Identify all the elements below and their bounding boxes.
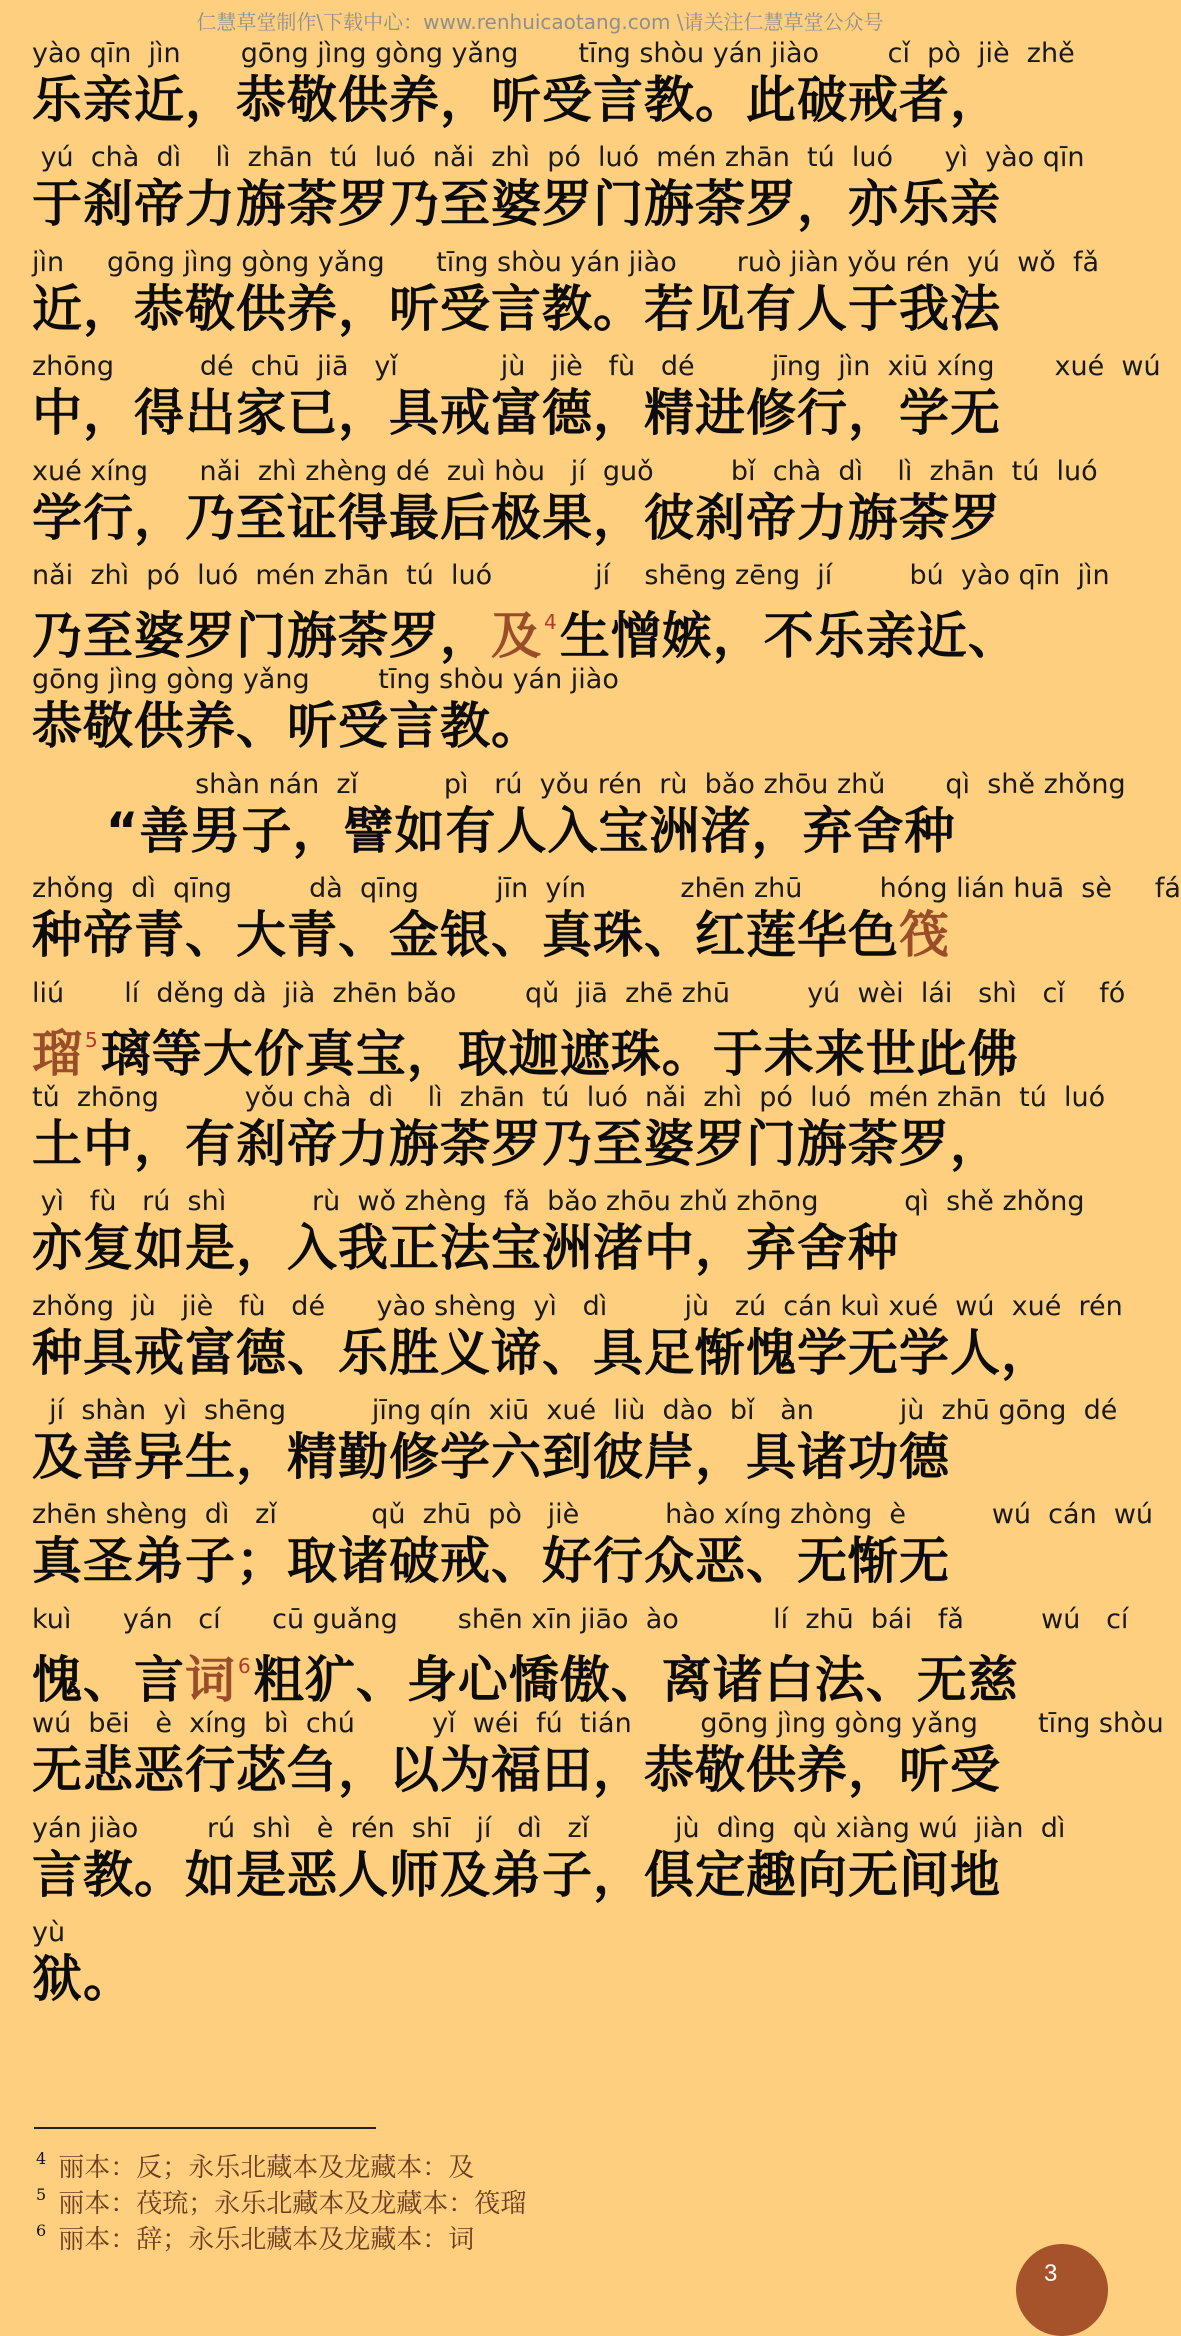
hanzi: 种帝青、大青、金银、真珠、红莲华色筏 [32,906,950,965]
text-line [32,1081,1106,1186]
hanzi: 无悲恶行苾刍，以为福田，恭敬供养，听受 [32,1741,1001,1800]
pinyin: tǔ zhōng yǒu chà dì lì zhān tú luó nǎi zhì pó luó mén zhān tú luó [32,1081,1106,1113]
pinyin: zhǒng jù jiè fù dé yào shèng yì dì jù zú cán kuì xué wú xué rén [32,1290,1123,1322]
hanzi: 土中，有刹帝力旃荼罗乃至婆罗门旃荼罗， [32,1114,1001,1173]
text-line [32,1603,1129,1709]
pinyin: nǎi zhì pó luó mén zhān tú luó jí shēng zēng jí bú yào qīn jìn [32,559,1110,591]
text-line [32,873,1181,977]
footnote-number: 4 [36,2149,47,2168]
hanzi: 狱。 [32,1950,134,2009]
footnote: $^5$ 丽本：茷琉；永乐北藏本及龙藏本：筏瑠 [36,2185,527,2219]
hanzi: 乐亲近，恭敬供养，听受言教。此破戒者， [32,71,1001,129]
text-line [32,351,1161,455]
text-line [32,142,1085,246]
pinyin: shàn nán zǐ pì rú yǒu rén rù bǎo zhōu zhǔ qì shě zhǒng [32,768,1126,800]
pinyin: yù [32,1917,66,1949]
page-header: 仁慧草堂制作\下载中心：www.renhuicaotang.com \请关注仁慧草堂公众号 [196,10,884,34]
hanzi: 于刹帝力旃荼罗乃至婆罗门旃荼罗，亦乐亲 [32,175,1001,234]
pinyin: yán jiào rú shì è rén shī jí dì zǐ jù dìng qù xiàng wú jiàn dì [32,1812,1066,1844]
scripture-text [32,38,1181,2021]
footnote-divider [34,2127,376,2129]
hanzi: 及善异生，精勤修学六到彼岸，具诸功德 [32,1428,950,1487]
variant-character: 瑠 [32,1024,83,1083]
footnotes [36,2141,527,2255]
footnote-ref: 5 [85,1027,99,1052]
text-line [32,664,1062,768]
text-line [32,1499,1154,1603]
pinyin: zhǒng dì qīng dà qīng jīn yín zhēn zhū hóng lián huā sè fá [32,873,1181,905]
text-line [32,246,1100,351]
page-number: 3 [1044,2260,1058,2287]
hanzi: 言教。如是恶人师及弟子，俱定趣向无间地 [32,1845,1001,1904]
pinyin: yú chà dì lì zhān tú luó nǎi zhì pó luó mén zhān tú luó yì yào qīn [32,142,1085,174]
pinyin: xué xíng nǎi zhì zhèng dé zuì hòu jí guǒ bǐ chà dì lì zhān tú luó [32,455,1098,487]
hanzi: 乃至婆罗门旃荼罗，及 $^4$生憎嫉，不乐亲近、 [32,606,1019,665]
pinyin: gōng jìng gòng yǎng tīng shòu yán jiào [32,664,619,696]
text-line [32,1395,1118,1499]
hanzi: 学行，乃至证得最后极果，彼刹帝力旃荼罗 [32,488,1001,547]
hanzi: 种具戒富德、乐胜义谛、具足惭愧学无学人， [32,1323,1052,1382]
text-line [32,977,1126,1083]
variant-character: 筏 [899,906,950,965]
hanzi: 真圣弟子；取诸破戒、好行众恶、无惭无 [32,1532,950,1591]
hanzi: 近，恭敬供养，听受言教。若见有人于我法 [32,279,1001,338]
hanzi: 恭敬供养、听受言教。 [32,697,542,756]
text-line [32,1812,1066,1917]
hanzi: 亦复如是，入我正法宝洲渚中，弃舍种 [32,1219,899,1278]
footnote: $^4$ 丽本：反；永乐北藏本及龙藏本：及 [36,2149,475,2183]
footnote-ref: 6 [238,1653,252,1678]
pinyin: zhēn shèng dì zǐ qǔ zhū pò jiè hào xíng zhòng è wú cán wú [32,1499,1154,1531]
text-line [32,1708,1164,1812]
page-number-badge [1016,2244,1108,2336]
pinyin: jí shàn yì shēng jīng qín xiū xué liù dào bǐ àn jù zhū gōng dé [32,1395,1118,1427]
text-line [32,38,1075,142]
text-line [32,1290,1123,1395]
hanzi: 愧、言词 $^6$粗犷、身心憍傲、离诸白法、无慈 [32,1650,1019,1709]
pinyin: zhōng dé chū jiā yǐ jù jiè fù dé jīng jìn xiū xíng xué wú [32,351,1161,383]
hanzi: 瑠 $^5$璃等大价真宝，取迦遮珠。于未来世此佛 [32,1024,1019,1083]
footnote-number: 5 [36,2185,47,2204]
footnote-ref: 4 [544,609,558,634]
footnote: $^6$ 丽本：辞；永乐北藏本及龙藏本：词 [36,2221,475,2255]
text-line [32,1186,1085,1290]
pinyin: kuì yán cí cū guǎng shēn xīn jiāo ào lí zhū bái fǎ wú cí [32,1603,1129,1635]
pinyin: wú bēi è xíng bì chú yǐ wéi fú tián gōng jìng gòng yǎng tīng shòu [32,1708,1164,1740]
text-line [32,768,1126,873]
text-line [32,455,1098,560]
pinyin: liú lí děng dà jià zhēn bǎo qǔ jiā zhē zhū yú wèi lái shì cǐ fó [32,977,1126,1009]
variant-character: 词 [185,1650,236,1709]
footnote-number: 6 [36,2221,47,2240]
pinyin: yào qīn jìn gōng jìng gòng yǎng tīng shòu yán jiào cǐ pò jiè zhě [32,38,1075,69]
variant-character: 及 [491,606,542,665]
text-line [32,559,1110,665]
hanzi: “善男子，譬如有人入宝洲渚，弃舍种 [32,801,956,860]
text-line [32,1917,1062,2021]
pinyin: yì fù rú shì rù wǒ zhèng fǎ bǎo zhōu zhǔ zhōng qì shě zhǒng [32,1186,1085,1218]
hanzi: 中，得出家已，具戒富德，精进修行，学无 [32,384,1001,443]
pinyin: jìn gōng jìng gòng yǎng tīng shòu yán jiào ruò jiàn yǒu rén yú wǒ fǎ [32,246,1100,278]
